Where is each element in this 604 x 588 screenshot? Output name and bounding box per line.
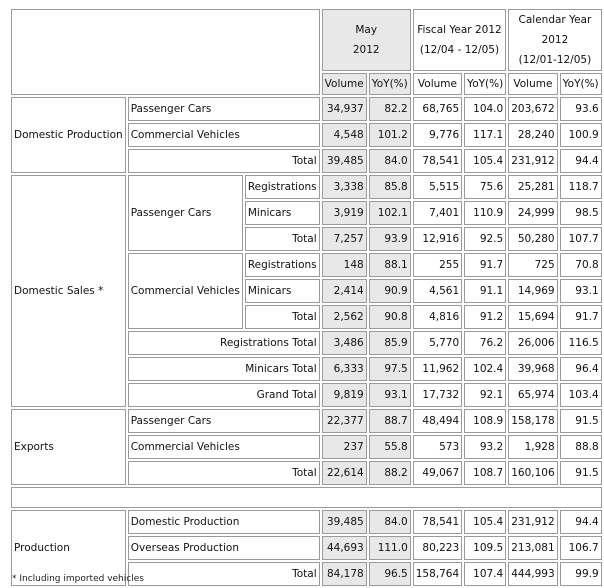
- cell-may-volume: 39,485: [322, 149, 367, 173]
- cell-fy-volume: 5,515: [413, 175, 462, 199]
- cell-cy-volume: 444,993: [508, 562, 557, 586]
- header-volume: Volume: [508, 73, 557, 95]
- cell-cy-yoy: 100.9: [560, 123, 602, 147]
- cell-may-yoy: 84.0: [369, 149, 411, 173]
- spacer-row: [11, 487, 602, 508]
- cell-cy-yoy: 93.1: [560, 279, 602, 303]
- cell-cy-volume: 203,672: [508, 97, 557, 121]
- group-exports: Exports: [11, 409, 126, 485]
- cell-may-yoy: 90.9: [369, 279, 411, 303]
- row-label-minicars: Minicars: [245, 201, 320, 225]
- cell-may-volume: 6,333: [322, 357, 367, 381]
- cell-cy-volume: 25,281: [508, 175, 557, 199]
- cell-fy-yoy: 108.7: [464, 461, 506, 485]
- cell-cy-yoy: 98.5: [560, 201, 602, 225]
- row-label-total: Total: [128, 461, 320, 485]
- cell-cy-yoy: 118.7: [560, 175, 602, 199]
- cell-fy-yoy: 91.7: [464, 253, 506, 277]
- header-yoy: YoY(%): [464, 73, 506, 95]
- cell-may-volume: 2,562: [322, 305, 367, 329]
- cell-fy-yoy: 92.5: [464, 227, 506, 251]
- cell-cy-volume: 39,968: [508, 357, 557, 381]
- header-yoy: YoY(%): [369, 73, 411, 95]
- cell-may-yoy: 93.9: [369, 227, 411, 251]
- cell-fy-volume: 4,816: [413, 305, 462, 329]
- cell-may-yoy: 85.8: [369, 175, 411, 199]
- cell-cy-volume: 65,974: [508, 383, 557, 407]
- cell-cy-yoy: 91.5: [560, 461, 602, 485]
- footnote: * Including imported vehicles: [12, 574, 144, 584]
- cell-fy-volume: 573: [413, 435, 462, 459]
- cell-may-yoy: 84.0: [369, 510, 411, 534]
- cell-fy-yoy: 92.1: [464, 383, 506, 407]
- cell-cy-yoy: 91.7: [560, 305, 602, 329]
- row-label-minicars: Minicars: [245, 279, 320, 303]
- cell-cy-yoy: 99.9: [560, 562, 602, 586]
- cell-may-volume: 22,614: [322, 461, 367, 485]
- cell-may-volume: 3,919: [322, 201, 367, 225]
- cell-may-yoy: 88.7: [369, 409, 411, 433]
- cell-may-yoy: 82.2: [369, 97, 411, 121]
- header-volume: Volume: [322, 73, 367, 95]
- cell-may-yoy: 88.1: [369, 253, 411, 277]
- cell-cy-yoy: 88.8: [560, 435, 602, 459]
- cell-cy-volume: 160,106: [508, 461, 557, 485]
- cell-fy-yoy: 110.9: [464, 201, 506, 225]
- cell-fy-yoy: 109.5: [464, 536, 506, 560]
- cell-cy-volume: 725: [508, 253, 557, 277]
- cell-fy-yoy: 93.2: [464, 435, 506, 459]
- header-yoy: YoY(%): [560, 73, 602, 95]
- row-label-registrations: Registrations: [245, 253, 320, 277]
- cell-cy-volume: 15,694: [508, 305, 557, 329]
- cell-fy-yoy: 102.4: [464, 357, 506, 381]
- cell-cy-volume: 231,912: [508, 510, 557, 534]
- row-label-passenger-cars: Passenger Cars: [128, 409, 320, 433]
- row-label-minicars-total: Minicars Total: [128, 357, 320, 381]
- row-label-commercial-vehicles: Commercial Vehicles: [128, 435, 320, 459]
- cell-cy-yoy: 93.6: [560, 97, 602, 121]
- cell-may-yoy: 102.1: [369, 201, 411, 225]
- cell-cy-yoy: 106.7: [560, 536, 602, 560]
- cell-fy-yoy: 76.2: [464, 331, 506, 355]
- cell-may-volume: 237: [322, 435, 367, 459]
- subgroup-commercial-vehicles: Commercial Vehicles: [128, 253, 243, 329]
- cell-may-volume: 22,377: [322, 409, 367, 433]
- cell-fy-yoy: 91.1: [464, 279, 506, 303]
- group-domestic-production: Domestic Production: [11, 97, 126, 173]
- cell-may-yoy: 88.2: [369, 461, 411, 485]
- cell-fy-volume: 158,764: [413, 562, 462, 586]
- cell-cy-yoy: 103.4: [560, 383, 602, 407]
- cell-may-yoy: 93.1: [369, 383, 411, 407]
- cell-fy-volume: 7,401: [413, 201, 462, 225]
- cell-may-volume: 2,414: [322, 279, 367, 303]
- cell-may-volume: 34,937: [322, 97, 367, 121]
- cell-may-volume: 148: [322, 253, 367, 277]
- cell-may-volume: 4,548: [322, 123, 367, 147]
- cell-may-volume: 39,485: [322, 510, 367, 534]
- cell-fy-volume: 4,561: [413, 279, 462, 303]
- group-domestic-sales: Domestic Sales *: [11, 175, 126, 407]
- cell-cy-volume: 1,928: [508, 435, 557, 459]
- cell-may-yoy: 85.9: [369, 331, 411, 355]
- cell-may-yoy: 111.0: [369, 536, 411, 560]
- cell-cy-volume: 24,999: [508, 201, 557, 225]
- cell-cy-volume: 28,240: [508, 123, 557, 147]
- row-label-registrations-total: Registrations Total: [128, 331, 320, 355]
- cell-cy-volume: 50,280: [508, 227, 557, 251]
- row-label-grand-total: Grand Total: [128, 383, 320, 407]
- row-label-total: Total: [245, 305, 320, 329]
- cell-fy-yoy: 91.2: [464, 305, 506, 329]
- cell-fy-volume: 48,494: [413, 409, 462, 433]
- cell-fy-yoy: 117.1: [464, 123, 506, 147]
- cell-fy-volume: 78,541: [413, 510, 462, 534]
- cell-fy-volume: 49,067: [413, 461, 462, 485]
- cell-may-volume: 84,178: [322, 562, 367, 586]
- production-sales-table: [9, 7, 604, 588]
- corner-cell: [11, 9, 320, 95]
- header-fiscal-year: Fiscal Year 2012 (12/04 - 12/05): [413, 9, 506, 71]
- cell-cy-yoy: 94.4: [560, 149, 602, 173]
- cell-fy-yoy: 105.4: [464, 149, 506, 173]
- cell-fy-volume: 255: [413, 253, 462, 277]
- cell-cy-yoy: 116.5: [560, 331, 602, 355]
- cell-cy-volume: 26,006: [508, 331, 557, 355]
- cell-cy-yoy: 70.8: [560, 253, 602, 277]
- cell-may-yoy: 101.2: [369, 123, 411, 147]
- row-label-commercial-vehicles: Commercial Vehicles: [128, 123, 320, 147]
- row-label-registrations: Registrations: [245, 175, 320, 199]
- cell-fy-volume: 78,541: [413, 149, 462, 173]
- cell-may-volume: 3,338: [322, 175, 367, 199]
- cell-fy-volume: 17,732: [413, 383, 462, 407]
- cell-may-yoy: 96.5: [369, 562, 411, 586]
- cell-may-yoy: 55.8: [369, 435, 411, 459]
- cell-fy-volume: 68,765: [413, 97, 462, 121]
- row-label-overseas-production: Overseas Production: [128, 536, 320, 560]
- cell-cy-yoy: 107.7: [560, 227, 602, 251]
- cell-fy-yoy: 104.0: [464, 97, 506, 121]
- cell-may-yoy: 97.5: [369, 357, 411, 381]
- row-label-passenger-cars: Passenger Cars: [128, 97, 320, 121]
- header-may-2012: May 2012: [322, 9, 411, 71]
- cell-cy-yoy: 91.5: [560, 409, 602, 433]
- cell-cy-yoy: 94.4: [560, 510, 602, 534]
- cell-fy-volume: 12,916: [413, 227, 462, 251]
- cell-may-volume: 7,257: [322, 227, 367, 251]
- cell-cy-volume: 231,912: [508, 149, 557, 173]
- header-calendar-year: Calendar Year 2012 (12/01-12/05): [508, 9, 601, 71]
- cell-fy-volume: 80,223: [413, 536, 462, 560]
- row-label-total: Total: [245, 227, 320, 251]
- cell-fy-volume: 9,776: [413, 123, 462, 147]
- cell-fy-yoy: 108.9: [464, 409, 506, 433]
- row-label-domestic-production: Domestic Production: [128, 510, 320, 534]
- cell-fy-volume: 11,962: [413, 357, 462, 381]
- cell-may-yoy: 90.8: [369, 305, 411, 329]
- cell-may-volume: 44,693: [322, 536, 367, 560]
- row-label-total: Total: [128, 149, 320, 173]
- cell-cy-volume: 213,081: [508, 536, 557, 560]
- subgroup-passenger-cars: Passenger Cars: [128, 175, 243, 251]
- cell-fy-volume: 5,770: [413, 331, 462, 355]
- row-label-total: Total: [128, 562, 320, 586]
- cell-cy-volume: 14,969: [508, 279, 557, 303]
- cell-may-volume: 3,486: [322, 331, 367, 355]
- cell-fy-yoy: 105.4: [464, 510, 506, 534]
- group-production: Production: [11, 510, 126, 586]
- cell-cy-volume: 158,178: [508, 409, 557, 433]
- cell-cy-yoy: 96.4: [560, 357, 602, 381]
- cell-fy-yoy: 107.4: [464, 562, 506, 586]
- cell-fy-yoy: 75.6: [464, 175, 506, 199]
- cell-may-volume: 9,819: [322, 383, 367, 407]
- header-volume: Volume: [413, 73, 462, 95]
